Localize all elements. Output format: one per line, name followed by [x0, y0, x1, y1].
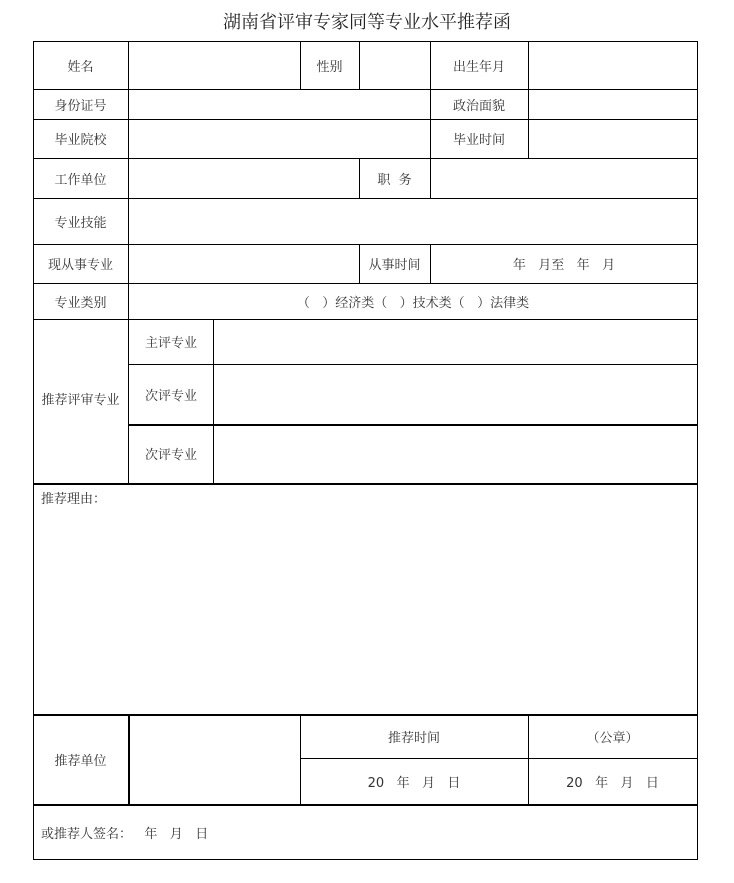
- work-unit-label: 工作单位: [54, 172, 107, 188]
- politics-input[interactable]: [529, 90, 697, 119]
- school-input[interactable]: [129, 120, 430, 158]
- recommend-time-label: 推荐时间: [387, 730, 440, 746]
- grad-time-input[interactable]: [529, 120, 697, 158]
- border-bottom: [33, 859, 698, 860]
- id-number-label: 身份证号: [54, 98, 107, 114]
- recommend-date-field[interactable]: 20 年 月 日: [367, 775, 461, 791]
- current-major-input[interactable]: [129, 245, 359, 283]
- primary-major-input[interactable]: [214, 320, 697, 364]
- primary-major-label: 主评专业: [144, 336, 197, 351]
- politics-label: 政治面貌: [452, 98, 505, 114]
- work-unit-input[interactable]: [129, 159, 359, 198]
- secondary-major-input-2[interactable]: [214, 426, 697, 483]
- recommend-unit-input[interactable]: [130, 716, 300, 804]
- category-options[interactable]: （ ）经济类（ ）技术类（ ）法律类: [296, 295, 530, 311]
- border-right: [697, 41, 698, 860]
- recommendation-form: [33, 41, 698, 860]
- gender-input[interactable]: [360, 42, 430, 89]
- name-input[interactable]: [129, 42, 300, 89]
- birth-input[interactable]: [529, 42, 697, 89]
- name-label: 姓名: [67, 59, 94, 75]
- position-label: 职 务: [377, 172, 412, 188]
- seal-label: （公章）: [586, 730, 639, 746]
- school-label: 毕业院校: [54, 133, 107, 148]
- secondary-major-input-1[interactable]: [214, 365, 697, 424]
- current-major-label: 现从事专业: [47, 258, 113, 273]
- position-input[interactable]: [431, 159, 697, 198]
- category-label: 专业类别: [54, 295, 107, 311]
- grad-time-label: 毕业时间: [452, 133, 505, 148]
- gender-label: 性别: [316, 59, 343, 75]
- seal-date-field[interactable]: 20 年 月 日: [566, 775, 659, 791]
- form-title: 湖南省评审专家同等专业水平推荐函: [223, 12, 511, 33]
- recommend-major-label: 推荐评审专业: [41, 393, 120, 408]
- birth-label: 出生年月: [452, 59, 505, 75]
- recommend-unit-label: 推荐单位: [54, 753, 107, 769]
- secondary-major-label-1: 次评专业: [144, 388, 197, 404]
- id-number-input[interactable]: [129, 90, 430, 119]
- work-time-label: 从事时间: [368, 258, 421, 273]
- work-period-field[interactable]: 年 月至 年 月: [512, 258, 616, 273]
- row-divider: [33, 483, 698, 485]
- skill-label: 专业技能: [54, 215, 107, 231]
- skill-input[interactable]: [129, 199, 697, 244]
- signature-field[interactable]: 或推荐人签名： 年 月 日: [41, 827, 209, 842]
- reason-textarea[interactable]: [34, 509, 697, 714]
- reason-label: 推荐理由：: [41, 491, 107, 507]
- secondary-major-label-2: 次评专业: [144, 448, 197, 463]
